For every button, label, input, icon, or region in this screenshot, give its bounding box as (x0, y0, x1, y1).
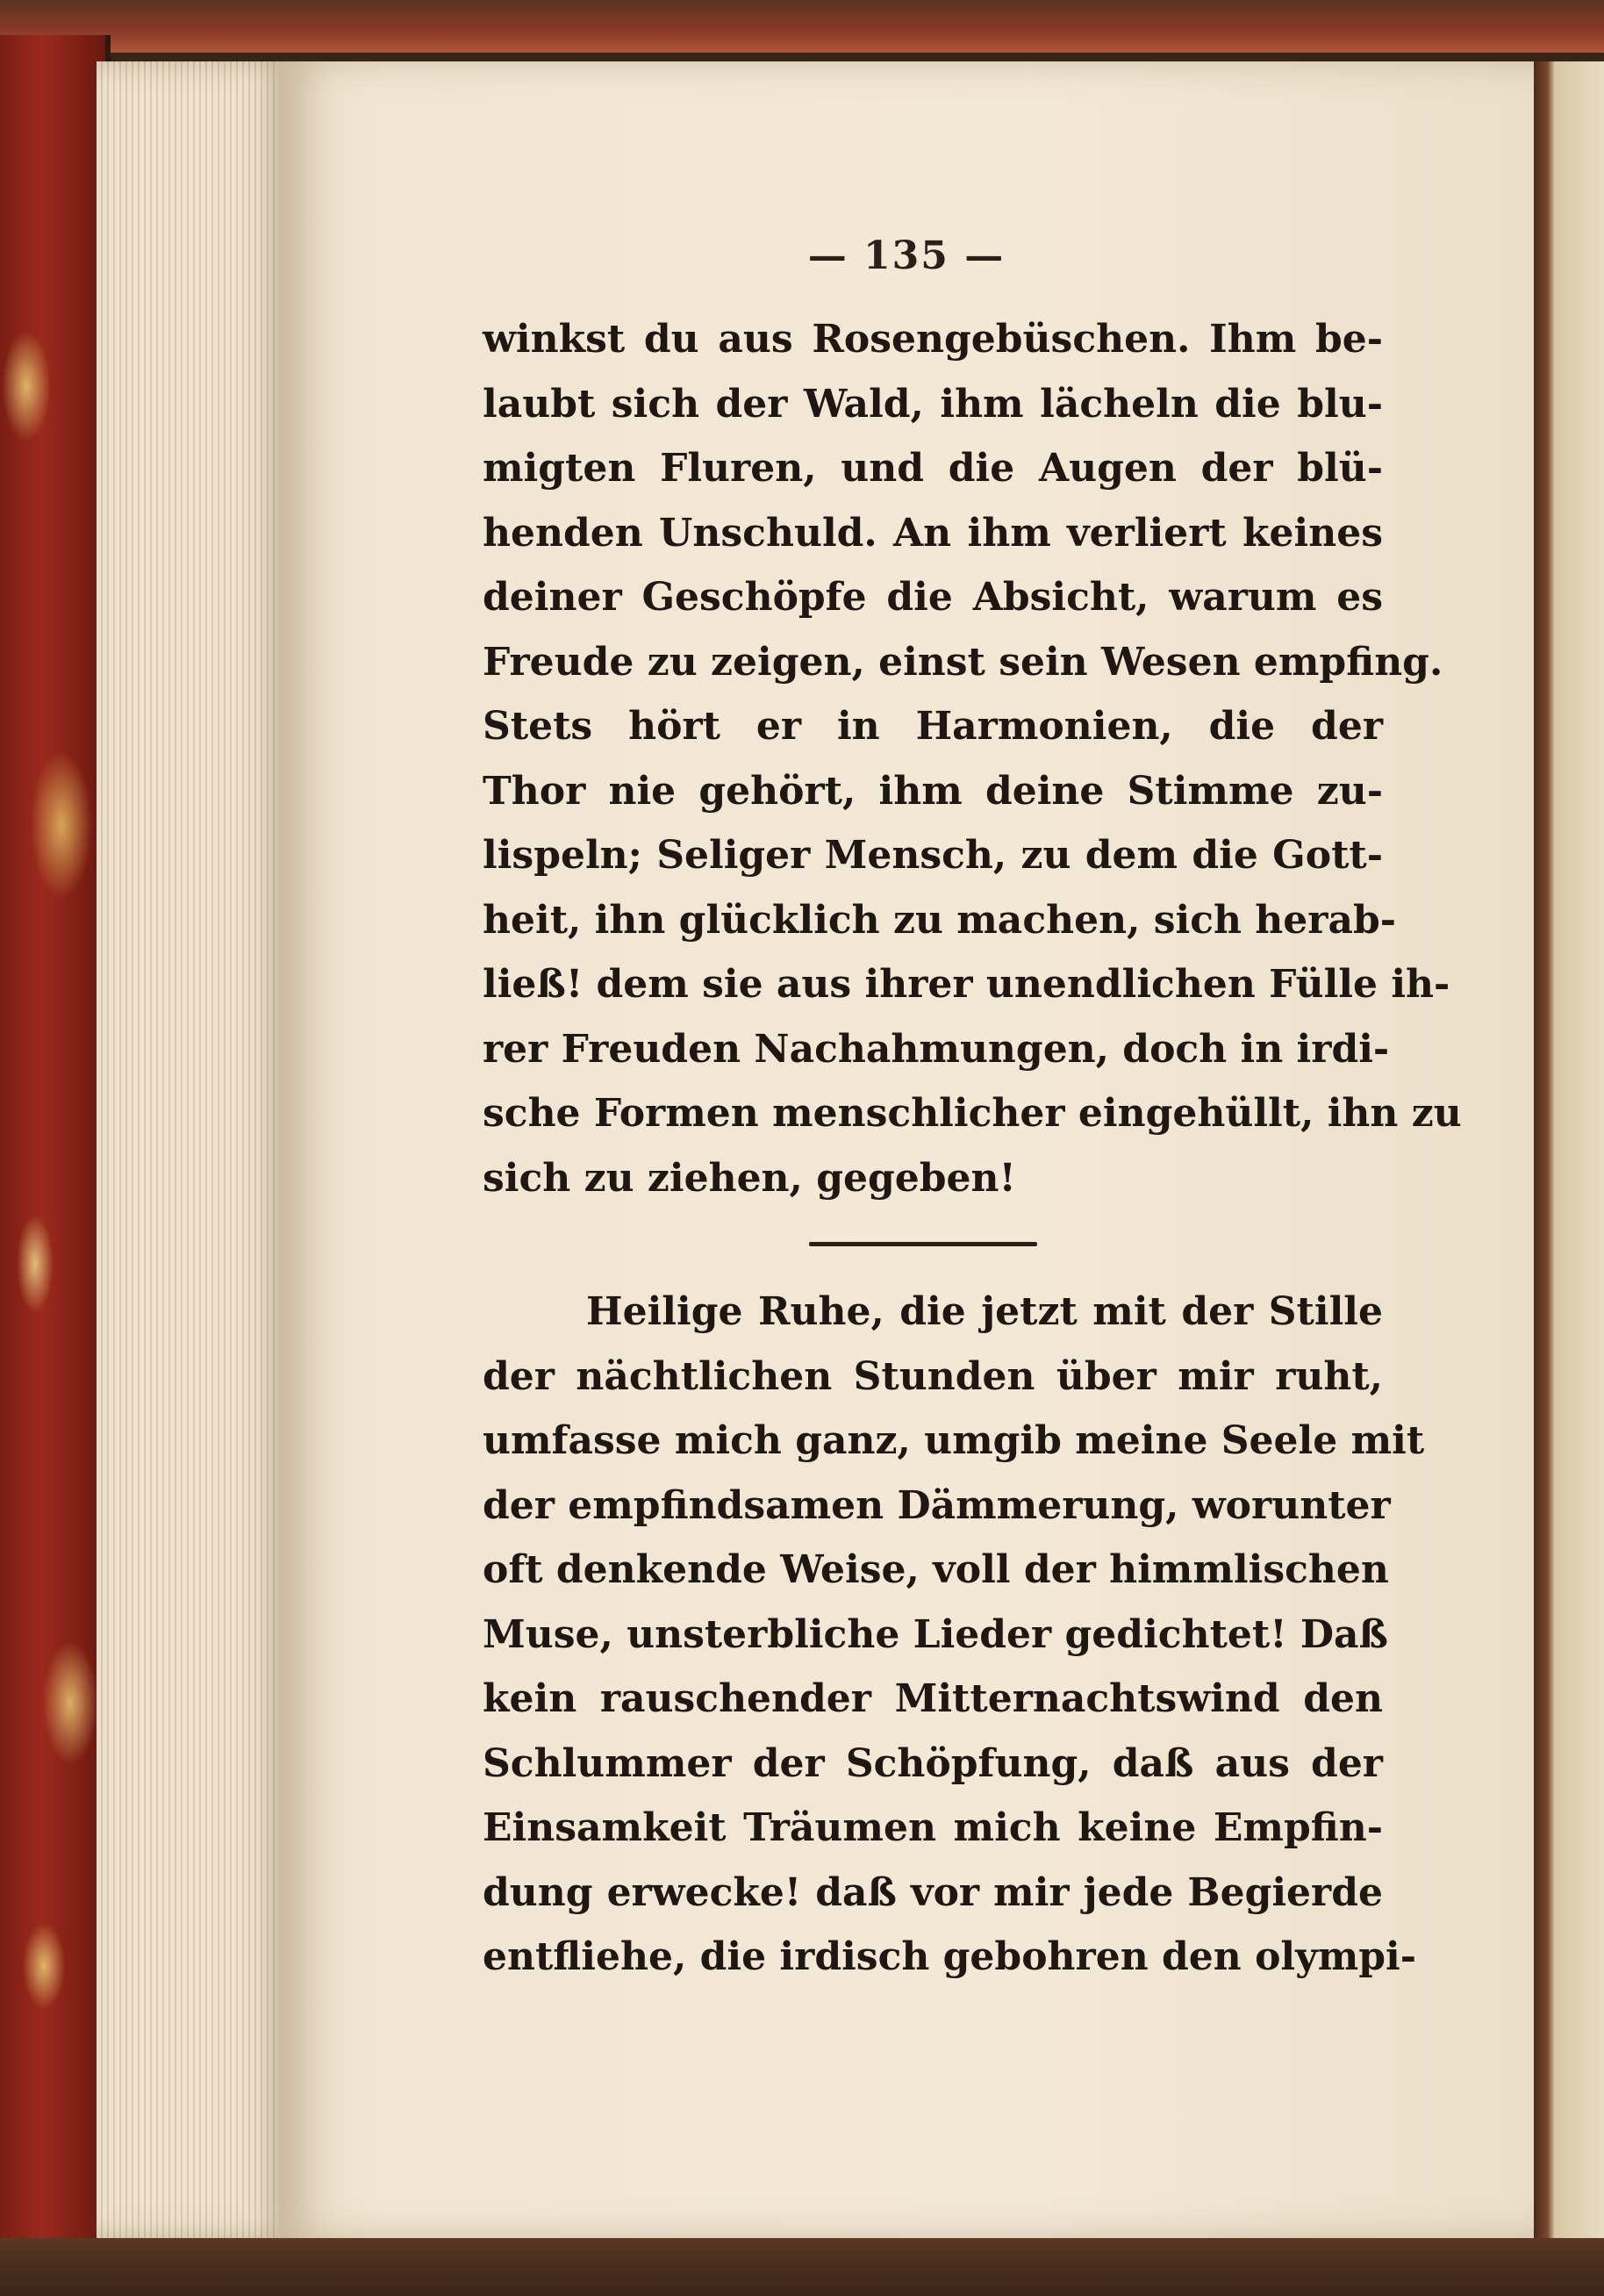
text-line: heit, ihn glücklich zu machen, sich herab- (483, 897, 1397, 943)
book-cover-top (0, 0, 1604, 53)
text-line: Stets hört er in Harmonien, die der (483, 704, 1383, 749)
marbled-cover (0, 35, 111, 2264)
text-line: deiner Geschöpfe die Absicht, warum es (483, 575, 1383, 620)
paragraph-2 (483, 1280, 1425, 1990)
text-line: entfliehe, die irdisch gebohren den olympi- (483, 1934, 1417, 1979)
text-line: Schlummer der Schöpfung, daß aus der (483, 1740, 1383, 1786)
paragraph-1 (483, 307, 1462, 1210)
page-edges (97, 61, 290, 2238)
text-line: dung erwecke! daß vor mir jede Begierde (483, 1869, 1383, 1915)
text-line: kein rauschender Mitternachtswind den (483, 1676, 1383, 1721)
text-line: Freude zu zeigen, einst sein Wesen empfing. (483, 639, 1443, 685)
text-line: winkst du aus Rosengebüschen. Ihm be- (483, 317, 1383, 362)
text-line: Muse, unsterbliche Lieder gedichtet! Daß (483, 1611, 1388, 1657)
text-line: migten Fluren, und die Augen der blü- (483, 446, 1383, 491)
text-line: lispeln; Seliger Mensch, zu dem die Gott- (483, 833, 1383, 878)
text-line: oft denkende Weise, voll der himmlischen (483, 1547, 1389, 1592)
text-line: umfasse mich ganz, umgib meine Seele mit (483, 1418, 1425, 1463)
text-line: der empfindsamen Dämmerung, worunter (483, 1482, 1391, 1528)
text-line: rer Freuden Nachahmungen, doch in irdi- (483, 1026, 1390, 1072)
page-number: — 135 — (807, 233, 1006, 278)
text-line: der nächtlichen Stunden über mir ruht, (483, 1353, 1383, 1399)
text-line: sche Formen menschlicher eingehüllt, ihn zu (483, 1091, 1462, 1136)
text-line: sich zu ziehen, gegeben! (483, 1155, 1016, 1201)
text-line: Einsamkeit Träumen mich keine Empfin- (483, 1805, 1383, 1850)
book-cover-bottom (0, 2238, 1604, 2296)
text-line: laubt sich der Wald, ihm lächeln die blu- (483, 381, 1383, 427)
text-line: Thor nie gehört, ihm deine Stimme zu- (483, 768, 1383, 814)
book-page (279, 61, 1534, 2238)
text-line: henden Unschuld. An ihm verliert keines (483, 510, 1383, 556)
section-divider (809, 1242, 1037, 1246)
text-line: Heilige Ruhe, die jetzt mit der Stille (586, 1289, 1383, 1334)
text-line: ließ! dem sie aus ihrer unendlichen Fülle ih- (483, 962, 1450, 1007)
facing-page-edge (1534, 61, 1604, 2238)
